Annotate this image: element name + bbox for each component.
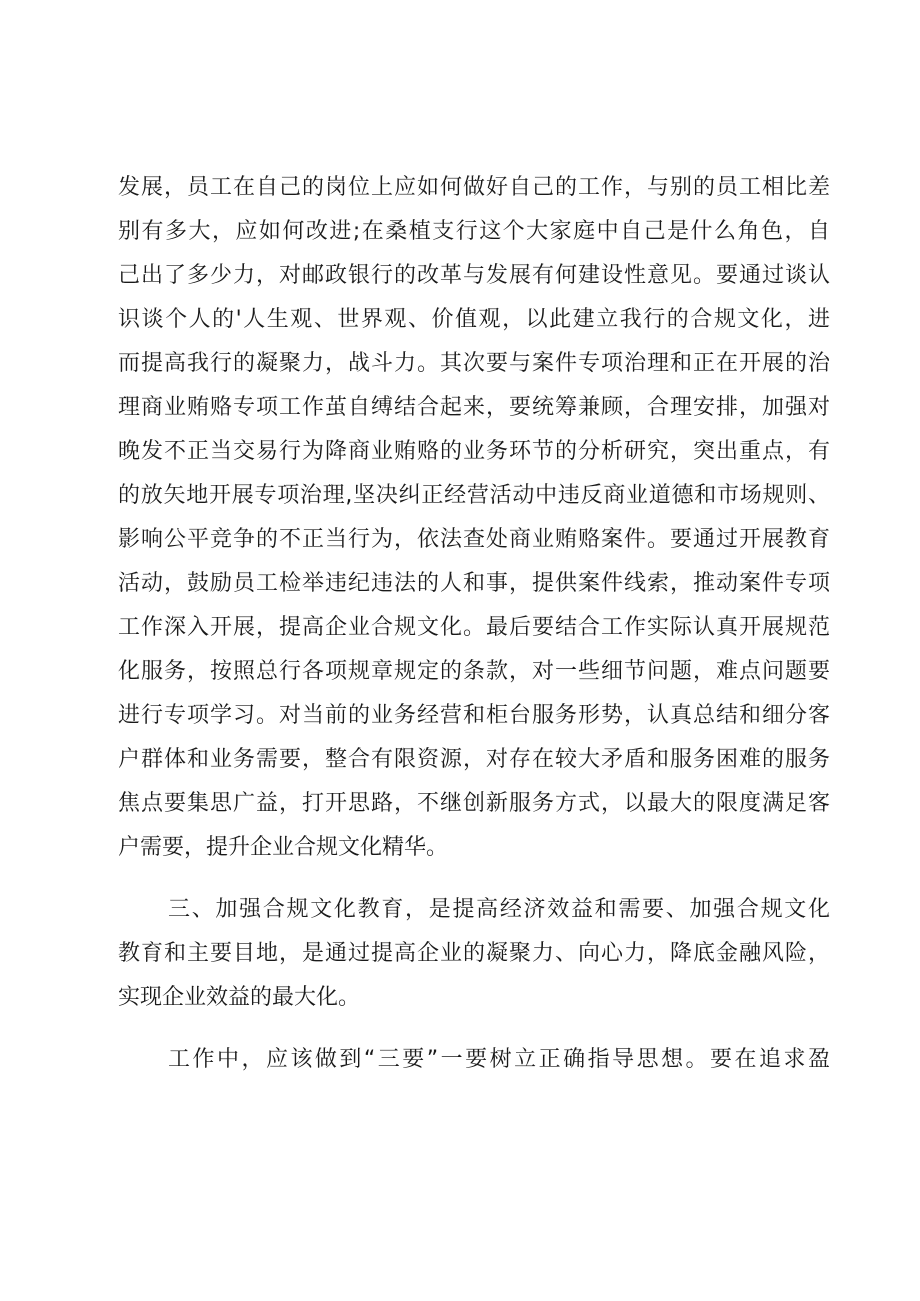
paragraph-2-line-1: 三、加强合规文化教育，是提高经济效益和需要、加强合规文化 <box>168 897 830 922</box>
paragraph-1-line-2: 别有多大，应如何改进;在桑植支行这个大家庭中自己是什么角色，自 <box>118 219 830 244</box>
paragraph-1-line-4: 识谈个人的'人生观、世界观、价值观，以此建立我行的合规文化，进 <box>118 307 830 332</box>
paragraph-1-line-1: 发展，员工在自己的岗位上应如何做好自己的工作，与别的员工相比差 <box>118 175 830 200</box>
paragraph-1-line-6: 理商业贿赂专项工作茧自缚结合起来，要统筹兼顾，合理安排，加强对 <box>118 395 830 420</box>
paragraph-1-line-12: 化服务，按照总行各项规章规定的条款，对一些细节问题，难点问题要 <box>118 659 830 684</box>
paragraph-1-line-14: 户群体和业务需要，整合有限资源，对存在较大矛盾和服务困难的服务 <box>118 747 830 772</box>
paragraph-1-line-11: 工作深入开展，提高企业合规文化。最后要结合工作实际认真开展规范 <box>118 615 830 640</box>
paragraph-2-line-2: 教育和主要目地，是通过提高企业的凝聚力、向心力，降底金融风险， <box>118 941 830 966</box>
paragraph-2-line-3: 实现企业效益的最大化。 <box>118 985 361 1010</box>
paragraph-1-line-9: 影响公平竞争的不正当行为，依法查处商业贿赂案件。要通过开展教育 <box>118 527 830 552</box>
paragraph-1-line-16: 户需要，提升企业合规文化精华。 <box>118 835 449 860</box>
paragraph-1-line-7: 晚发不正当交易行为降商业贿赂的业务环节的分析研究，突出重点，有 <box>118 439 830 464</box>
paragraph-3-line-1: 工作中，应该做到“三要”一要树立正确指导思想。要在追求盈 <box>168 1047 830 1072</box>
paragraph-1-line-15: 焦点要集思广益，打开思路，不继创新服务方式，以最大的限度满足客 <box>118 791 830 816</box>
paragraph-1-line-10: 活动，鼓励员工检举违纪违法的人和事，提供案件线索，推动案件专项 <box>118 571 830 596</box>
paragraph-1-line-8: 的放矢地开展专项治理,坚决纠正经营活动中违反商业道德和市场规则、 <box>118 483 830 508</box>
paragraph-1-line-3: 己出了多少力，对邮政银行的改革与发展有何建设性意见。要通过谈认 <box>118 263 830 288</box>
paragraph-1-line-5: 而提高我行的凝聚力，战斗力。其次要与案件专项治理和正在开展的治 <box>118 351 830 376</box>
paragraph-1-line-13: 进行专项学习。对当前的业务经营和柜台服务形势，认真总结和细分客 <box>118 703 830 728</box>
